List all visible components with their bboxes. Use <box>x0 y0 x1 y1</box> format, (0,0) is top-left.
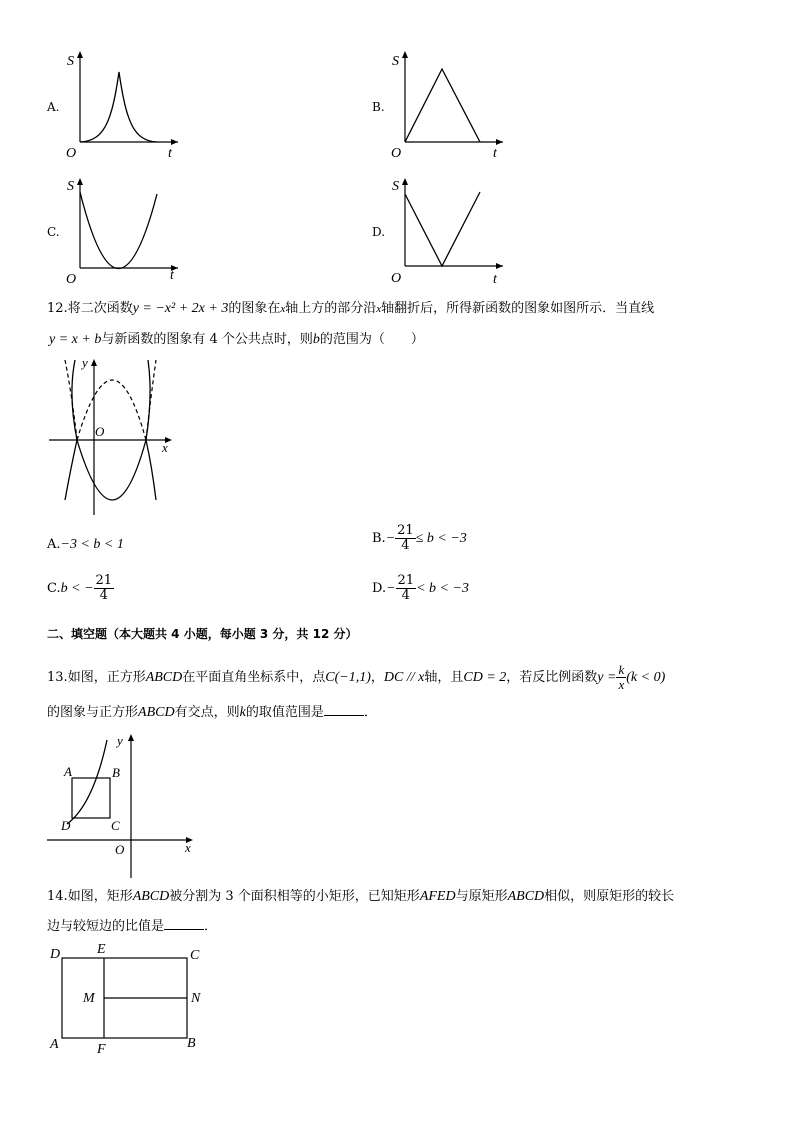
option-c-letter: C. <box>47 225 60 239</box>
option-c-ylabel: S <box>67 179 74 194</box>
q13-origin: O <box>115 842 125 857</box>
option-d-letter: D. <box>372 225 386 239</box>
option-a-ylabel: S <box>67 54 74 69</box>
q14-line1: 14.如图，矩形ABCD被分割为 3 个面积相等的小矩形，已知矩形AFED与原矩形ABCD相似，则原矩形的较长 <box>47 889 675 904</box>
q14-figure <box>45 940 215 1060</box>
q13-xlabel: x <box>185 840 191 855</box>
option-c-graph <box>60 172 190 287</box>
option-a-xlabel: t <box>168 146 172 160</box>
q12-xlabel: x <box>162 440 168 455</box>
q12-graph <box>45 355 180 520</box>
q13-number: 13. <box>47 670 68 685</box>
q13-label-d: D <box>61 818 71 833</box>
option-c-origin: O <box>66 272 77 287</box>
option-d-ylabel: S <box>392 179 399 194</box>
section-heading: 二、填空题（本大题共 4 小题，每小题 3 分，共 12 分） <box>47 627 358 641</box>
q13-label-b: B <box>112 765 120 780</box>
q14-label-n: N <box>191 991 201 1006</box>
q13-graph <box>45 730 200 880</box>
q12-option-d: D.− $\frac{21}{4}$ < b < −3 <box>372 573 469 603</box>
q13-label-c: C <box>111 818 120 833</box>
option-b-letter: B. <box>372 100 385 114</box>
option-a-graph <box>60 45 190 160</box>
option-c-xlabel: t <box>170 268 174 283</box>
q13-line1: 13.如图，正方形ABCD在平面直角坐标系中，点C(−1,1)，DC // x轴，且CD = 2，若反比例函数y = $\frac{k}{x}$ (k < 0) <box>47 662 666 692</box>
q13-label-a: A <box>64 764 72 779</box>
q12-line-formula: y = x + b <box>49 332 102 347</box>
q14-label-f: F <box>97 1042 106 1057</box>
option-d-xlabel: t <box>493 272 497 287</box>
q12-option-c: C.b < − $\frac{21}{4}$ <box>47 573 113 603</box>
q12-origin: O <box>95 424 105 439</box>
option-b-origin: O <box>391 146 402 160</box>
q12-line2: y = x + b与新函数的图象有 4 个公共点时，则b的范围为（ ） <box>49 332 424 347</box>
option-d-graph <box>385 172 515 287</box>
q14-label-d: D <box>50 947 61 962</box>
option-a-letter: A. <box>47 100 60 114</box>
q12-number: 12. <box>47 301 68 316</box>
q14-label-b: B <box>187 1036 196 1051</box>
q12-option-a: A.−3 < b < 1 <box>47 537 124 552</box>
option-b-graph <box>385 45 515 160</box>
q13-ylabel: y <box>117 733 123 748</box>
q14-answer-blank[interactable] <box>164 917 204 930</box>
option-a-origin: O <box>66 146 77 160</box>
q14-label-c: C <box>190 948 200 963</box>
q13-line2: 的图象与正方形ABCD有交点，则k的取值范围是 ． <box>47 705 377 720</box>
q13-answer-blank[interactable] <box>324 703 364 716</box>
q14-label-m: M <box>83 991 95 1006</box>
option-b-xlabel: t <box>493 146 497 160</box>
q14-label-e: E <box>97 942 106 957</box>
option-b-ylabel: S <box>392 54 399 69</box>
q12-ylabel: y <box>82 355 88 370</box>
q12-line1: 12.将二次函数y = −x² + 2x + 3的图象在x轴上方的部分沿x轴翻折后，所得新函数的图象如图所示．当直线 <box>47 301 655 316</box>
q14-label-a: A <box>50 1037 59 1052</box>
q12-option-b: B.− $\frac{21}{4}$ ≤ b < −3 <box>372 523 467 553</box>
q12-formula: y = −x² + 2x + 3 <box>132 301 229 316</box>
q14-line2: 边与较短边的比值是 ． <box>47 919 218 934</box>
q14-number: 14. <box>47 889 68 904</box>
option-d-origin: O <box>391 271 402 286</box>
